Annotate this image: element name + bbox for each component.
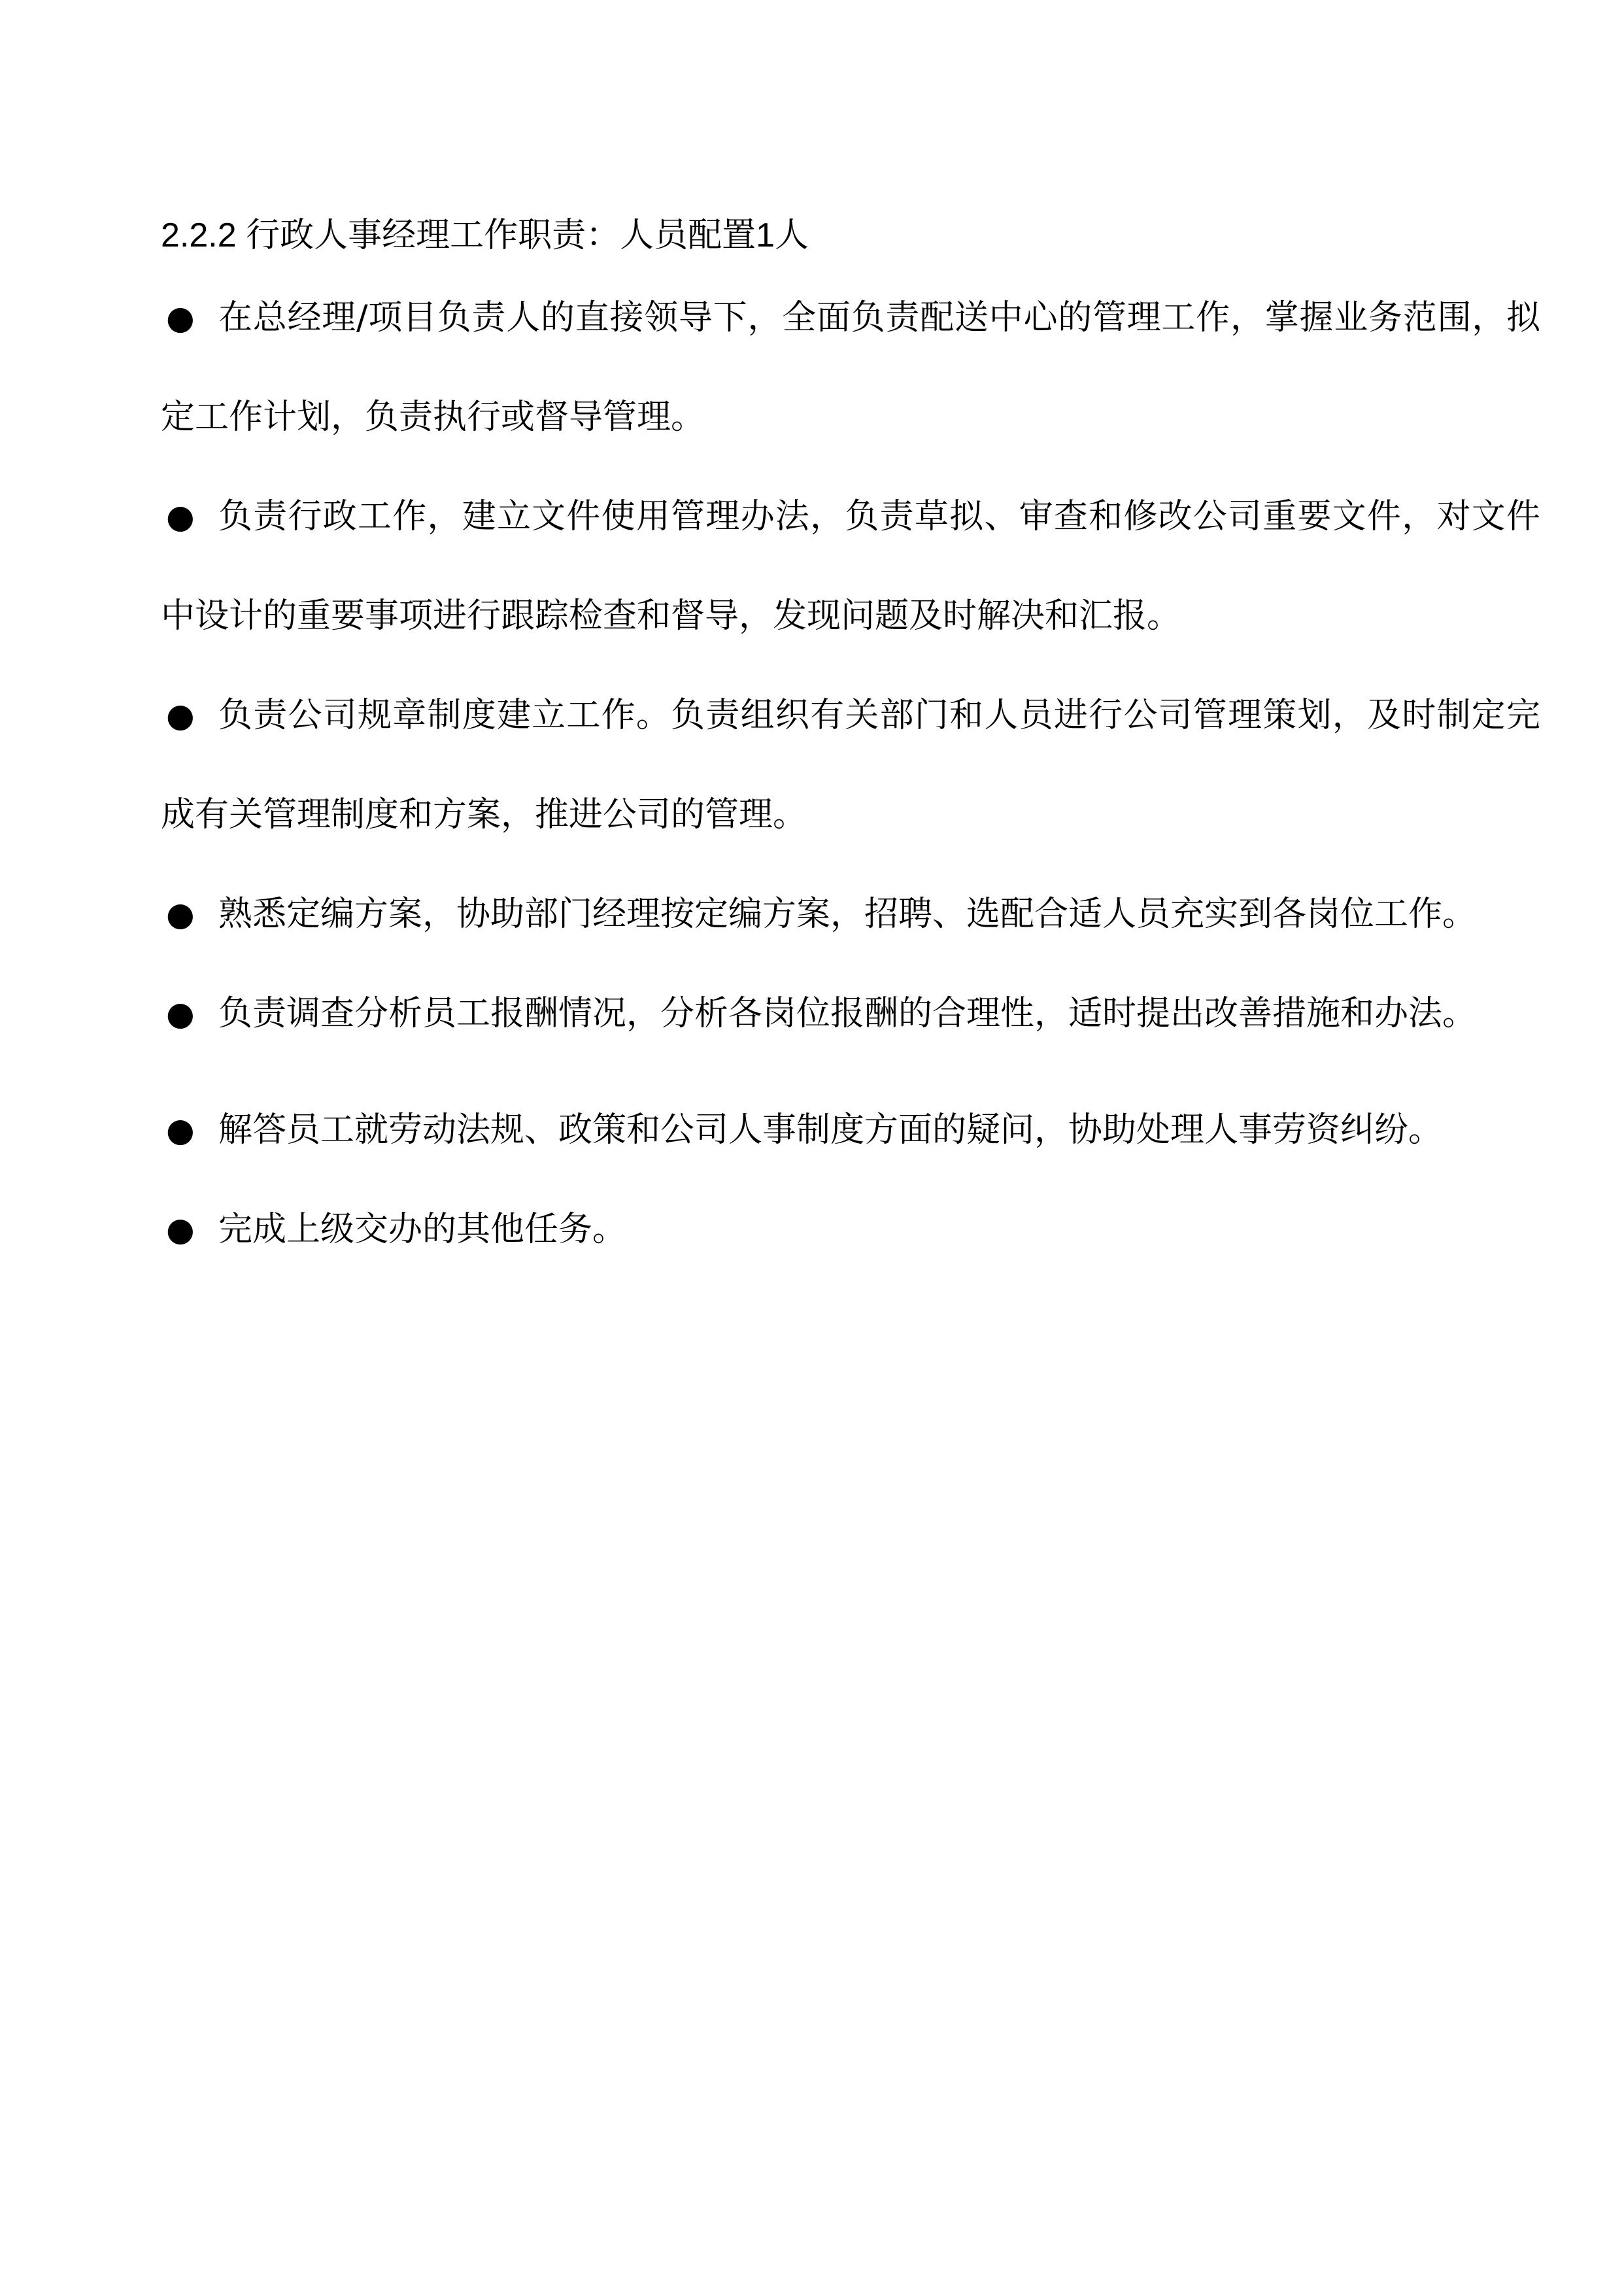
list-item (161, 1097, 1540, 1163)
list-item-text: 熟悉定编方案，协助部门经理按定编方案，招聘、选配合适人员充实到各岗位工作。 (218, 895, 1477, 934)
list-item (161, 268, 1540, 467)
bullet-icon: ● (166, 299, 195, 337)
section-heading: 2.2.2 行政人事经理工作职责：人员配置1人 (161, 216, 809, 254)
list-item-text: 在总经理/项目负责人的直接领导下，全面负责配送中心的管理工作，掌握业务范围，拟定工作计划，负责执行或督导管理。 (161, 298, 1540, 437)
list-item (161, 666, 1540, 865)
list-item-text: 负责公司规章制度建立工作。负责组织有关部门和人员进行公司管理策划，及时制定完成有关管理制度和方案，推进公司的管理。 (161, 696, 1540, 834)
list-item-text: 负责行政工作，建立文件使用管理办法，负责草拟、审查和修改公司重要文件，对文件中设计的重要事项进行跟踪检查和督导，发现问题及时解决和汇报。 (161, 497, 1540, 636)
list-item (161, 964, 1540, 1063)
bullet-icon: ● (166, 696, 195, 734)
list-item (161, 865, 1540, 964)
list-item-text: 完成上级交办的其他任务。 (218, 1210, 627, 1249)
bullet-icon: ● (166, 995, 195, 1033)
list-item-text: 解答员工就劳动法规、政策和公司人事制度方面的疑问，协助处理人事劳资纠纷。 (218, 1110, 1443, 1150)
document-body (161, 203, 1540, 1262)
bullet-icon: ● (166, 895, 195, 933)
list-item (161, 1197, 1540, 1262)
bullet-icon: ● (166, 1111, 195, 1149)
bullet-icon: ● (166, 498, 195, 536)
bullet-icon: ● (166, 1210, 195, 1248)
list-item-text: 负责调查分析员工报酬情况，分析各岗位报酬的合理性，适时提出改善措施和办法。 (218, 994, 1477, 1033)
list-item (161, 467, 1540, 666)
